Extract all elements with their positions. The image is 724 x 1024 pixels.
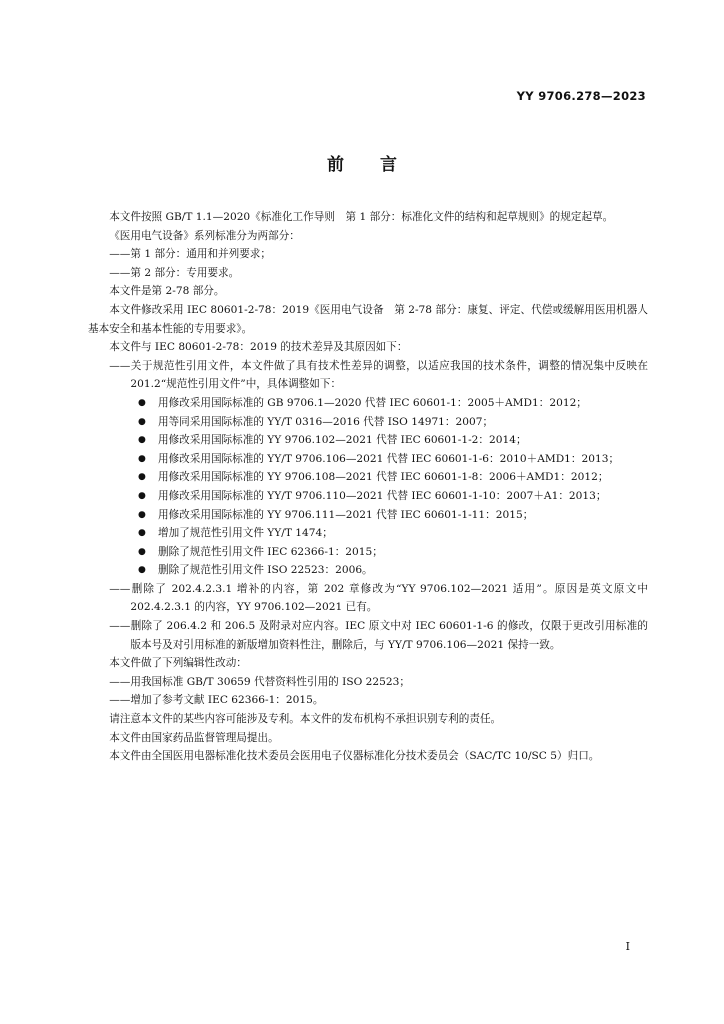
list-item: ● 用修改采用国际标准的 YY/T 9706.110—2021 代替 IEC 60601-1-10：2007＋A1：2013； xyxy=(138,487,648,506)
paragraph: 本文件修改采用 IEC 80601-2-78：2019《医用电气设备 第 2-78 部分：康复、评定、代偿或缓解用医用机器人基本安全和基本性能的专用要求》。 xyxy=(88,303,648,335)
page-number: I xyxy=(625,940,630,953)
dash-item: ——删除了 202.4.2.3.1 增补的内容，第 202 章修改为“YY 9706.102—2021 适用”。原因是英文原文中 202.4.2.3.1 的内容，YY 9706.102—2021 已有。 xyxy=(109,582,648,614)
list-item: ● 用修改采用国际标准的 GB 9706.1—2020 代替 IEC 60601-1：2005＋AMD1：2012； xyxy=(138,394,648,413)
list-item: ● 用等同采用国际标准的 YY/T 0316—2016 代替 ISO 14971：2007； xyxy=(138,413,648,432)
dash-item: ——增加了参考文献 IEC 62366-1：2015。 xyxy=(109,694,324,707)
paragraph: 请注意本文件的某些内容可能涉及专利。本文件的发布机构不承担识别专利的责任。 xyxy=(109,713,502,726)
paragraph: 本文件做了下列编辑性改动： xyxy=(109,657,247,670)
paragraph: 本文件是第 2-78 部分。 xyxy=(109,285,225,298)
paragraph: 本文件由国家药品监督管理局提出。 xyxy=(109,731,279,744)
paragraph: 本文件与 IEC 80601-2-78：2019 的技术差异及其原因如下： xyxy=(109,341,408,354)
list-item: ● 用修改采用国际标准的 YY/T 9706.106—2021 代替 IEC 60601-1-6：2010＋AMD1：2013； xyxy=(138,450,648,469)
dash-item: ——关于规范性引用文件，本文件做了具有技术性差异的调整，以适应我国的技术条件，调整的情况集中反映在 201.2“规范性引用文件”中，具体调整如下： xyxy=(109,359,648,391)
dash-item: ——删除了 206.4.2 和 206.5 及附录对应内容。IEC 原文中对 IEC 60601-1-6 的修改，仅限于更改引用标准的版本号及对引用标准的新版增加资料性注，删除后，与 YY/T 9706.106—2021 保持一致。 xyxy=(109,620,648,651)
list-item: ● 增加了规范性引用文件 YY/T 1474； xyxy=(138,524,648,543)
paragraph: 本文件由全国医用电器标准化技术委员会医用电子仪器标准化分技术委员会（SAC/TC 10/SC 5）归口。 xyxy=(109,750,600,763)
document-body xyxy=(88,208,648,766)
list-item: ● 用修改采用国际标准的 YY 9706.111—2021 代替 IEC 60601-1-11：2015； xyxy=(138,506,648,525)
list-item: ● 用修改采用国际标准的 YY 9706.108—2021 代替 IEC 60601-1-8：2006＋AMD1：2012； xyxy=(138,468,648,487)
list-item: ● 用修改采用国际标准的 YY 9706.102—2021 代替 IEC 60601-1-2：2014； xyxy=(138,431,648,450)
list-item: ● 删除了规范性引用文件 IEC 62366-1：2015； xyxy=(138,543,648,562)
dash-item: ——用我国标准 GB/T 30659 代替资料性引用的 ISO 22523； xyxy=(109,675,410,688)
dash-item: ——第 2 部分：专用要求。 xyxy=(109,266,240,279)
paragraph: 《医用电气设备》系列标准分为两部分： xyxy=(109,229,300,242)
page-title: 前言 xyxy=(327,155,433,175)
standard-code: YY 9706.278—2023 xyxy=(516,89,646,103)
bullet-list xyxy=(88,394,648,580)
list-item: ● 删除了规范性引用文件 ISO 22523：2006。 xyxy=(138,561,648,580)
paragraph: 本文件按照 GB/T 1.1—2020《标准化工作导则 第 1 部分：标准化文件的结构和起草规则》的规定起草。 xyxy=(109,211,614,223)
dash-item: ——第 1 部分：通用和并列要求； xyxy=(109,248,271,261)
